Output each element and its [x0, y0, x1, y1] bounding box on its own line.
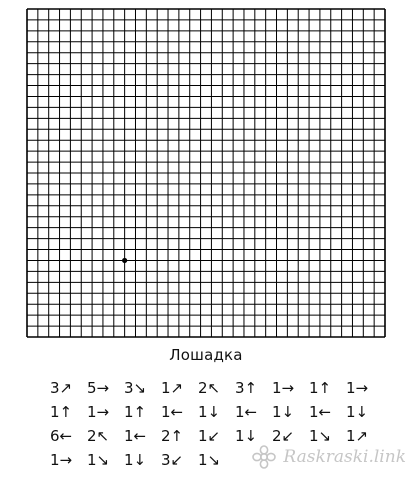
- instruction-step: 2↙: [272, 427, 295, 445]
- grid-svg: [26, 8, 386, 338]
- instruction-step: 1←: [309, 403, 332, 421]
- instruction-step: 1↙: [198, 427, 221, 445]
- instruction-step: 1↘: [309, 427, 332, 445]
- instruction-step: 1←: [235, 403, 258, 421]
- instruction-step: 1↘: [87, 451, 110, 469]
- instruction-step: 1←: [161, 403, 184, 421]
- instruction-step: 1↘: [198, 451, 221, 469]
- instruction-step: 1↓: [124, 451, 147, 469]
- watermark-text: Raskraski.link: [283, 447, 406, 467]
- instruction-step: 1↓: [198, 403, 221, 421]
- instruction-step: 2↖: [87, 427, 110, 445]
- instruction-step: 2↑: [161, 427, 184, 445]
- instruction-step: 1→: [87, 403, 110, 421]
- instruction-step: 1↑: [124, 403, 147, 421]
- instruction-step: 1↗: [161, 379, 184, 397]
- instruction-step: 1↗: [346, 427, 369, 445]
- instruction-step: 3↙: [161, 451, 184, 469]
- instruction-step: 6←: [50, 427, 73, 445]
- instruction-step: 3↗: [50, 379, 73, 397]
- instruction-step: 1↑: [309, 379, 332, 397]
- instruction-step: 1→: [346, 379, 369, 397]
- instruction-step: 1↓: [346, 403, 369, 421]
- drawing-grid: [26, 8, 386, 338]
- instruction-step: 1←: [124, 427, 147, 445]
- instruction-step: 1↓: [235, 427, 258, 445]
- instruction-step: 1→: [50, 451, 73, 469]
- instruction-step: 1↑: [50, 403, 73, 421]
- flower-icon: [249, 444, 279, 470]
- instruction-step: 2↖: [198, 379, 221, 397]
- instruction-row: [50, 402, 380, 426]
- instruction-step: 1↓: [272, 403, 295, 421]
- instruction-step: 5→: [87, 379, 110, 397]
- instruction-row: [50, 378, 380, 402]
- watermark: [249, 444, 406, 470]
- instruction-step: 1→: [272, 379, 295, 397]
- start-point: [122, 258, 127, 263]
- page-title: Лошадка: [169, 346, 243, 364]
- instruction-step: 3↑: [235, 379, 258, 397]
- instruction-step: 3↘: [124, 379, 147, 397]
